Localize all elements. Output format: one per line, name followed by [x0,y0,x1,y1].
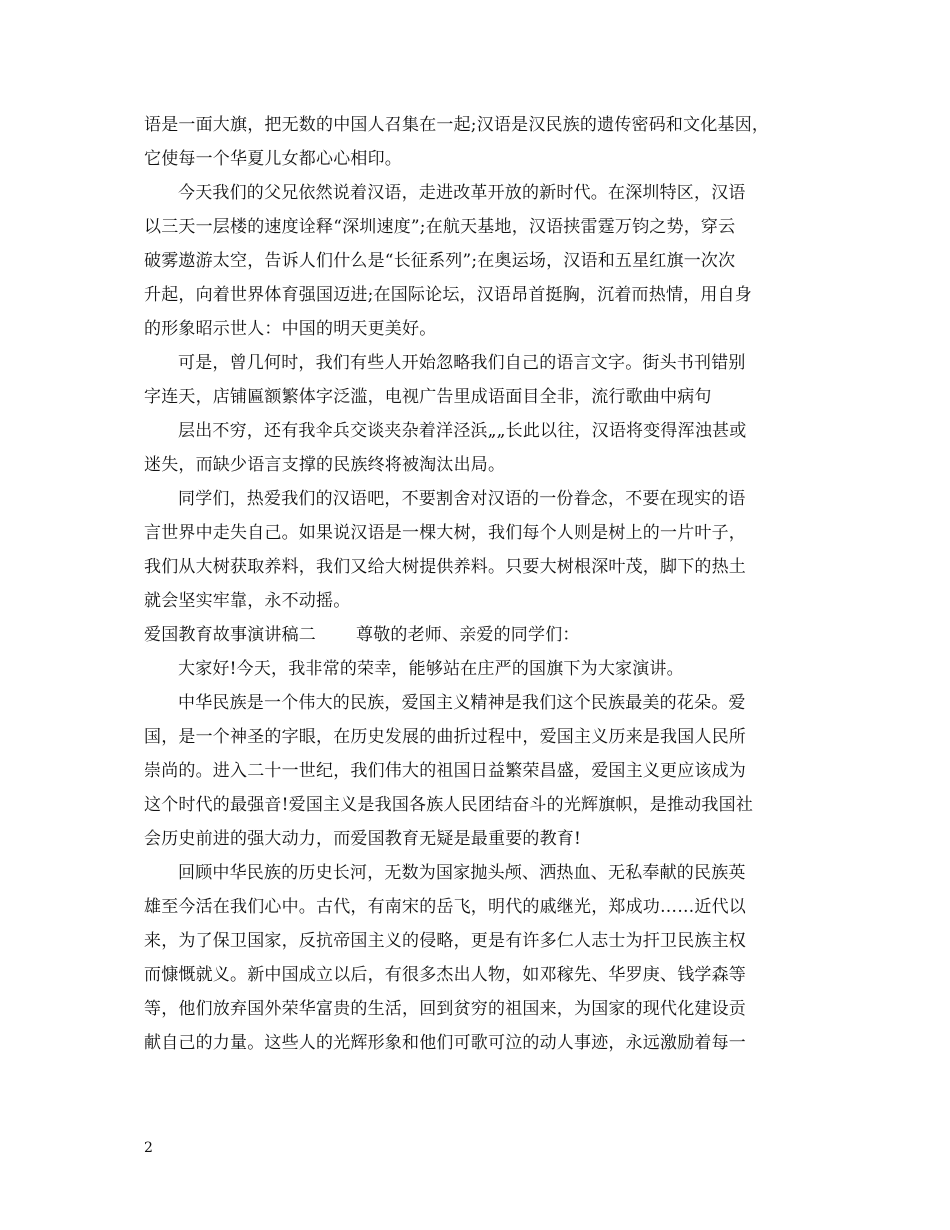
text-line: 会历史前进的强大动力，而爱国教育无疑是最重要的教育! [144,829,582,849]
text-line: 升起，向着世界体育强国迈进;在国际论坛，汉语昂首挺胸，沉着而热情，用自身 [144,285,752,305]
text-line: 国，是一个神圣的字眼，在历史发展的曲折过程中，爱国主义历来是我国人民所 [144,727,746,747]
text-line: 可是，曾几何时，我们有些人开始忽略我们自己的语言文字。街头书刊错别 [178,353,746,373]
text-line: 献自己的力量。这些人的光辉形象和他们可歌可泣的动人事迹，永远激励着每一 [144,1033,746,1053]
text-line: 迷失，而缺少语言支撑的民族终将被淘汰出局。 [144,455,506,475]
text-line: 层出不穷，还有我伞兵交谈夹杂着洋泾浜„„长此以往，汉语将变得浑浊甚或 [178,421,747,441]
text-line: 破雾遨游太空，告诉人们什么是“长征系列”;在奥运场，汉语和五星红旗一次次 [144,251,736,271]
text-line: 就会坚实牢靠，永不动摇。 [144,591,351,611]
page-number: 2 [144,1140,153,1156]
text-line: 来，为了保卫国家，反抗帝国主义的侵略，更是有许多仁人志士为扞卫民族主权 [144,931,746,951]
text-line: 言世界中走失自己。如果说汉语是一棵大树，我们每个人则是树上的一片叶子， [144,523,746,543]
text-line: 中华民族是一个伟大的民族，爱国主义精神是我们这个民族最美的花朵。爱 [178,693,746,713]
text-line: 今天我们的父兄依然说着汉语，走进改革开放的新时代。在深圳特区，汉语 [178,183,746,203]
heading-greeting: 尊敬的老师、亲爱的同学们： [356,625,580,645]
text-line: 而慷慨就义。新中国成立以后，有很多杰出人物，如邓稼先、华罗庚、钱学森等 [144,965,746,985]
text-line: 字连天，店铺匾额繁体字泛滥，电视广告里成语面目全非，流行歌曲中病句 [144,387,712,407]
text-line: 雄至今活在我们心中。古代，有南宋的岳飞，明代的戚继光，郑成功……近代以 [144,897,746,917]
heading-title: 爱国教育故事演讲稿二 [144,625,316,645]
text-line: 语是一面大旗，把无数的中国人召集在一起;汉语是汉民族的遗传密码和文化基因， [144,115,770,135]
text-line: 回顾中华民族的历史长河，无数为国家抛头颅、洒热血、无私奉献的民族英 [178,863,746,883]
text-line: 以三天一层楼的速度诠释“深圳速度”;在航天基地，汉语挟雷霆万钧之势，穿云 [144,217,736,237]
text-line: 它使每一个华夏儿女都心心相印。 [144,149,402,169]
text-line: 的形象昭示世人：中国的明天更美好。 [144,319,437,339]
text-line: 崇尚的。进入二十一世纪，我们伟大的祖国日益繁荣昌盛，爱国主义更应该成为 [144,761,746,781]
section-heading [144,625,814,645]
text-line: 大家好!今天，我非常的荣幸，能够站在庄严的国旗下为大家演讲。 [178,659,684,679]
text-line: 我们从大树获取养料，我们又给大树提供养料。只要大树根深叶茂，脚下的热土 [144,557,746,577]
text-line: 这个时代的最强音!爱国主义是我国各族人民团结奋斗的光辉旗帜，是推动我国社 [144,795,754,815]
text-line: 等，他们放弃国外荣华富贵的生活，回到贫穷的祖国来，为国家的现代化建设贡 [144,999,746,1019]
text-line: 同学们，热爱我们的汉语吧，不要割舍对汉语的一份眷念，不要在现实的语 [178,489,746,509]
